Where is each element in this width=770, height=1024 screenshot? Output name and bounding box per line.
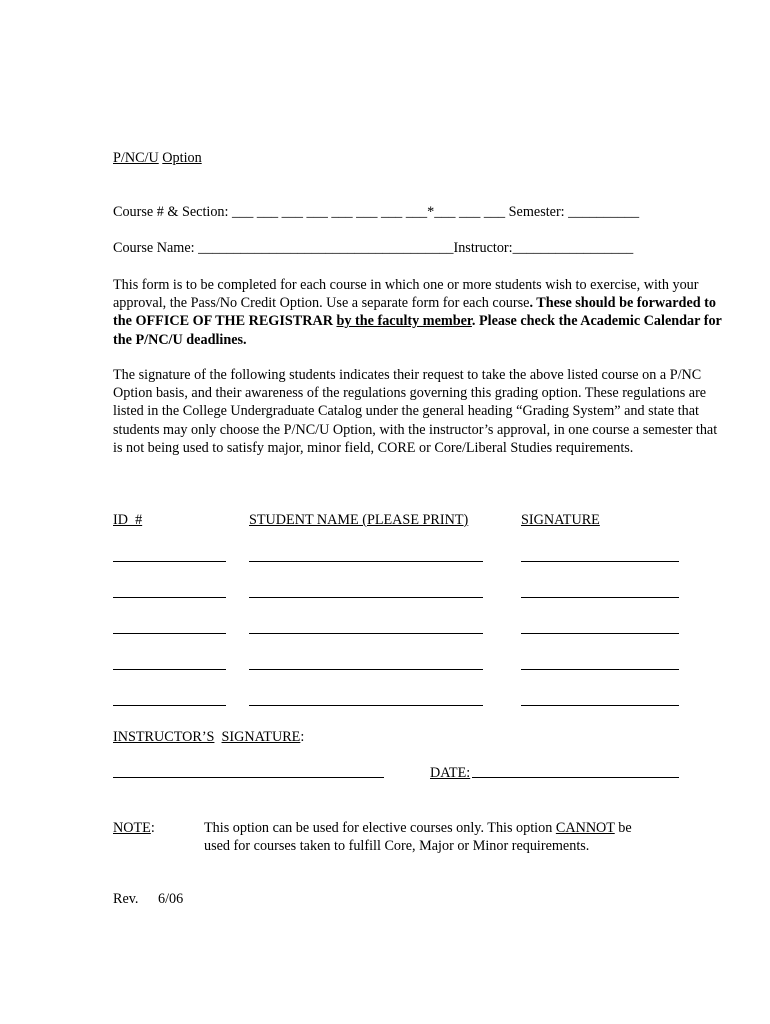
student-id-field[interactable] — [113, 633, 226, 634]
intro-bold-1: . These should be forwarded to the OFFICE OF THE REGISTRAR — [113, 295, 716, 330]
course-name-label: Course Name: — [113, 240, 195, 256]
header-signature: SIGNATURE — [521, 512, 600, 528]
student-signature-field[interactable] — [521, 669, 679, 670]
instructor-signature-label — [113, 728, 304, 746]
date-field[interactable] — [472, 777, 679, 778]
form-title — [113, 149, 202, 167]
note-line-2: used for courses taken to fulfill Core, Major or Minor requirements. — [204, 838, 590, 854]
date-label: DATE: — [430, 765, 471, 781]
student-name-field[interactable] — [249, 669, 483, 670]
note-label-colon: : — [150, 820, 155, 836]
instructor-label: Instructor: — [453, 240, 513, 256]
intro-bold-underlined: by the faculty member — [336, 313, 472, 330]
intro-text: This form is to be completed for each course in which one or more students wish to exercise, with your approval, the Pass/No Credit Option. Use a separate form for each course — [113, 277, 699, 312]
student-signature-field[interactable] — [521, 597, 679, 598]
instructor-field[interactable]: _________________ — [512, 240, 634, 256]
intro-paragraph — [113, 276, 723, 349]
student-signature-field[interactable] — [521, 561, 679, 562]
student-id-field[interactable] — [113, 597, 226, 598]
student-name-field[interactable] — [249, 561, 483, 562]
student-name-field[interactable] — [249, 705, 483, 706]
course-section-field[interactable]: ___ ___ ___ ___ ___ ___ ___ ___*___ ___ ___ — [232, 204, 506, 220]
student-name-field[interactable] — [249, 633, 483, 634]
instructor-label-1: INSTRUCTOR’S — [113, 729, 215, 745]
instructor-label-colon: : — [300, 729, 305, 745]
instructor-label-2: SIGNATURE — [221, 729, 301, 745]
student-name-field[interactable] — [249, 597, 483, 598]
form-title-prefix: P/NC/U — [113, 150, 159, 166]
student-id-field[interactable] — [113, 705, 226, 706]
student-signature-field[interactable] — [521, 633, 679, 634]
note-line-1 — [204, 819, 632, 837]
semester-label: Semester: — [508, 204, 565, 220]
student-signature-field[interactable] — [521, 705, 679, 706]
revision-label: Rev. — [113, 891, 139, 907]
note-text-a: This option can be used for elective courses only. This option — [204, 820, 556, 836]
course-section-label: Course # & Section: — [113, 204, 229, 220]
revision-date: 6/06 — [158, 891, 184, 907]
course-name-field[interactable]: ____________________________________ — [198, 240, 454, 256]
header-student-name: STUDENT NAME (PLEASE PRINT) — [249, 512, 469, 528]
signature-paragraph: The signature of the following students indicates their request to take the above listed course on a P/NC Option basis, and their awareness of the regulations governing this grading option. These regulations are listed in the College Undergraduate Catalog under the general heading “Grading System” and state that students may only choose the P/NC/U Option, with the instructor’s approval, in one course a semester that is not being used to satisfy major, minor field, CORE or Core/Liberal Studies requirements. — [113, 367, 718, 456]
student-id-field[interactable] — [113, 561, 226, 562]
student-id-field[interactable] — [113, 669, 226, 670]
note-emphasis: CANNOT — [555, 820, 615, 836]
note-label — [113, 819, 155, 837]
intro-bold-2: . Please check the Academic Calendar for the P/NC/U deadlines. — [113, 313, 722, 348]
note-label-text: NOTE — [113, 820, 151, 836]
course-section-row — [113, 203, 639, 221]
course-name-row — [113, 239, 633, 257]
instructor-signature-field[interactable] — [113, 777, 384, 778]
form-title-suffix: Option — [162, 150, 202, 166]
note-text-b: be — [614, 820, 632, 836]
header-id: ID # — [113, 512, 143, 528]
semester-field[interactable]: __________ — [568, 204, 640, 220]
